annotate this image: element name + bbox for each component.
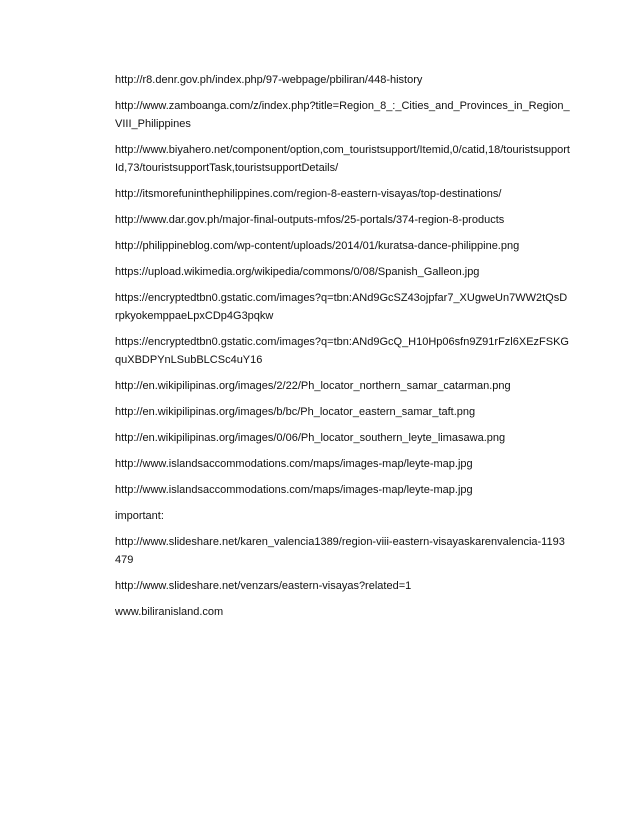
reference-line: https://encryptedtbn0.gstatic.com/images?q=tbn:ANd9GcQ_H10Hp06sfn9Z91rFzl6XEzFSKGquXBDPYnLSubBLCSc4uY16 bbox=[115, 336, 569, 366]
important-label: important: bbox=[115, 510, 164, 522]
reference-line: http://www.zamboanga.com/z/index.php?title=Region_8_:_Cities_and_Provinces_in_Region_VIII_Philippines bbox=[115, 100, 570, 130]
reference-line: http://en.wikipilipinas.org/images/2/22/Ph_locator_northern_samar_catarman.png bbox=[115, 380, 511, 392]
reference-line: http://www.slideshare.net/karen_valencia1389/region-viii-eastern-visayaskarenvalencia-1193479 bbox=[115, 536, 565, 566]
reference-line: http://www.islandsaccommodations.com/maps/images-map/leyte-map.jpg bbox=[115, 458, 473, 470]
reference-line: http://en.wikipilipinas.org/images/0/06/Ph_locator_southern_leyte_limasawa.png bbox=[115, 432, 506, 444]
reference-line: http://itsmorefuninthephilippines.com/region-8-eastern-visayas/top-destinations/ bbox=[115, 188, 502, 200]
reference-line: http://philippineblog.com/wp-content/uploads/2014/01/kuratsa-dance-philippine.png bbox=[115, 240, 520, 252]
reference-line: http://www.islandsaccommodations.com/maps/images-map/leyte-map.jpg bbox=[115, 484, 473, 496]
reference-line: www.biliranisland.com bbox=[115, 606, 224, 618]
reference-line: http://www.biyahero.net/component/option,com_touristsupport/Itemid,0/catid,18/touristsupportId,73/touristsupportTask,touristsupportDetails/ bbox=[115, 144, 570, 174]
reference-list bbox=[115, 71, 570, 629]
reference-line: http://www.slideshare.net/venzars/eastern-visayas?related=1 bbox=[115, 580, 412, 592]
reference-line: https://encryptedtbn0.gstatic.com/images?q=tbn:ANd9GcSZ43ojpfar7_XUgweUn7WW2tQsDrpkyokemppaeLpxCDp4G3pqkw bbox=[115, 292, 568, 322]
reference-line: https://upload.wikimedia.org/wikipedia/commons/0/08/Spanish_Galleon.jpg bbox=[115, 266, 480, 278]
reference-line: http://r8.denr.gov.ph/index.php/97-webpage/pbiliran/448-history bbox=[115, 74, 423, 86]
reference-line: http://www.dar.gov.ph/major-final-outputs-mfos/25-portals/374-region-8-products bbox=[115, 214, 505, 226]
reference-line: http://en.wikipilipinas.org/images/b/bc/Ph_locator_eastern_samar_taft.png bbox=[115, 406, 476, 418]
